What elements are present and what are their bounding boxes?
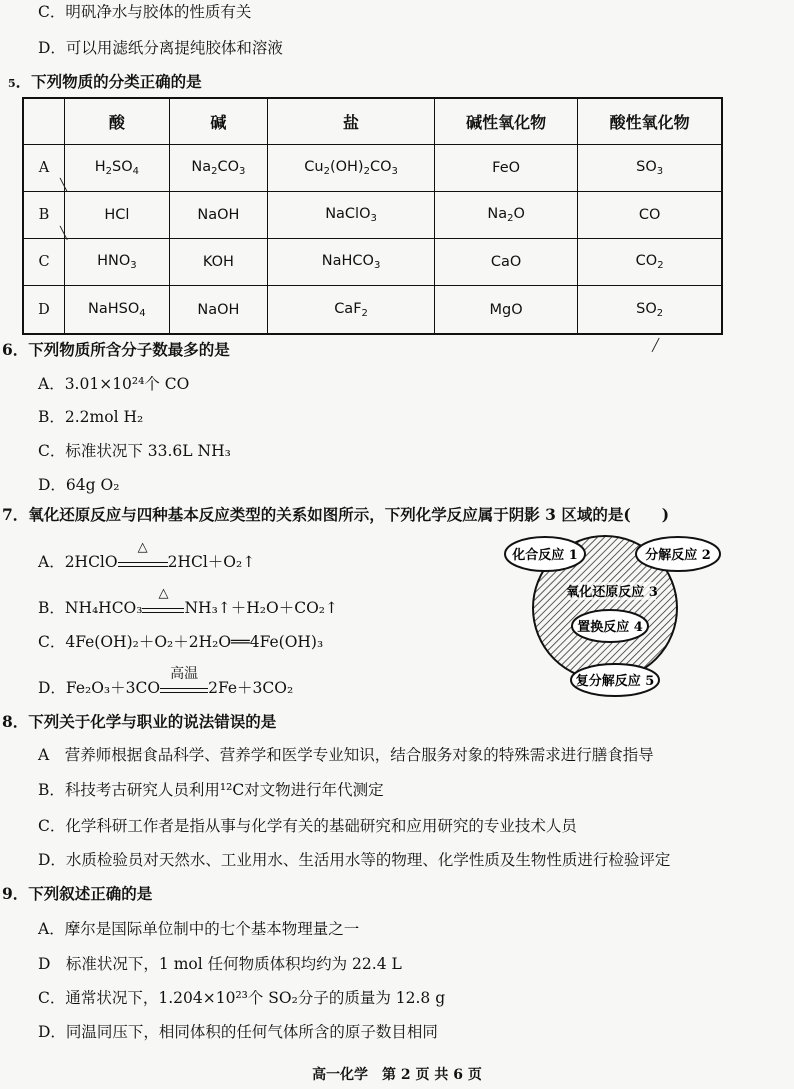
- table-row: [23, 144, 722, 191]
- q9-option-d: D．同温同压下，相同体积的任何气体所含的原子数目相同: [38, 1023, 438, 1041]
- cell-basic-oxide: CaO: [434, 238, 577, 285]
- header-basic-oxide: 碱性氧化物: [434, 98, 577, 144]
- header-acid: 酸: [65, 98, 170, 144]
- cell-salt: $Cu_2(OH)_2CO_3$: [268, 144, 435, 191]
- cell-basic-oxide: $Na_2O$: [434, 191, 577, 238]
- heat-symbol: △: [137, 540, 148, 555]
- q5-number: 5: [8, 77, 16, 90]
- reaction-condition-arrow: [142, 586, 184, 613]
- heat-symbol: △: [158, 586, 169, 601]
- q8-option-d: D．水质检验员对天然水、工业用水、生活用水等的物理、化学性质及生物性质进行检验评定: [38, 851, 671, 869]
- q9-option-c: C．通常状况下，1.204×10²³个 SO₂分子的质量为 12.8 g: [38, 989, 446, 1007]
- label-redox: 氧化还原反应 3: [566, 585, 658, 600]
- table-header-row: [23, 98, 722, 144]
- cell-salt: NaHCO$_3$: [268, 238, 435, 285]
- row-label: D: [23, 286, 65, 334]
- q7-a-reactant: A．2HClO: [38, 553, 118, 571]
- cell-acidic-oxide: $SO_2$: [578, 286, 722, 334]
- q7-option-b: [38, 586, 338, 618]
- table-row: [23, 191, 722, 238]
- cell-basic-oxide: MgO: [434, 286, 577, 334]
- q4-option-d: D．可以用滤纸分离提纯胶体和溶液: [38, 39, 283, 57]
- label-displacement: 置换反应 4: [577, 620, 643, 635]
- cell-salt: CaF$_2$: [268, 286, 435, 334]
- cell-base: $Na_2CO_3$: [169, 144, 267, 191]
- q7-option-a: [38, 540, 256, 572]
- header-acidic-oxide: 酸性氧化物: [578, 98, 722, 144]
- q4-option-c: C．明矾净水与胶体的性质有关: [38, 3, 252, 21]
- q7-d-reactant: D．Fe₂O₃＋3CO: [38, 679, 161, 697]
- row-label: C: [23, 238, 65, 285]
- cell-base: NaOH: [169, 191, 267, 238]
- q6-option-c: C．标准状况下 33.6L NH₃: [38, 442, 231, 460]
- cell-acid: $H_2SO_4$: [65, 144, 170, 191]
- cell-basic-oxide: FeO: [434, 144, 577, 191]
- high-temperature-label: 高温: [170, 666, 199, 682]
- header-salt: 盐: [268, 98, 435, 144]
- cell-acid: NaHSO$_4$: [65, 286, 170, 334]
- q7-option-d: [38, 666, 294, 698]
- table-row: [23, 238, 722, 285]
- q7-b-product: NH₃↑＋H₂O＋CO₂↑: [184, 599, 338, 617]
- q6-option-b: B．2.2mol H₂: [38, 408, 144, 426]
- q9-option-a: A．摩尔是国际单位制中的七个基本物理量之一: [38, 920, 360, 938]
- q8-option-b: B．科技考古研究人员利用¹²C对文物进行年代测定: [38, 781, 384, 799]
- page-footer: 高一化学 第 2 页 共 6 页: [312, 1067, 482, 1083]
- q7-b-reactant: B．NH₄HCO₃: [38, 599, 143, 617]
- label-decomposition: 分解反应 2: [645, 548, 711, 563]
- reaction-types-diagram: [500, 528, 730, 700]
- q5-stem-text: ．下列物质的分类正确的是: [15, 72, 202, 91]
- label-combination: 化合反应 1: [512, 548, 578, 563]
- label-double-displacement: 复分解反应 5: [575, 674, 655, 689]
- q7-option-c: C．4Fe(OH)₂＋O₂＋2H₂O══4Fe(OH)₃: [38, 633, 324, 651]
- pencil-mark: ╲: [60, 178, 68, 192]
- cell-acid: $HNO_3$: [65, 238, 170, 285]
- cell-base: NaOH: [169, 286, 267, 334]
- q7-stem: 7．氧化还原反应与四种基本反应类型的关系如图所示，下列化学反应属于阴影 3 区域的是( ): [2, 505, 670, 524]
- pencil-mark: ╲: [60, 226, 68, 240]
- header-corner: [23, 98, 65, 144]
- q8-stem: 8．下列关于化学与职业的说法错误的是: [2, 712, 277, 731]
- q6-option-a: A．3.01×10²⁴个 CO: [38, 375, 190, 393]
- row-label: A: [23, 144, 65, 191]
- cell-acid: HCl: [65, 191, 170, 238]
- q9-option-b: D 标准状况下，1 mol 任何物质体积均约为 22.4 L: [38, 955, 402, 973]
- pencil-mark: ╱: [652, 338, 660, 352]
- row-label: B: [23, 191, 65, 238]
- cell-acidic-oxide: $CO_2$: [578, 238, 722, 285]
- q9-stem: 9．下列叙述正确的是: [2, 884, 153, 903]
- q6-stem: 6．下列物质所含分子数最多的是: [2, 340, 230, 359]
- cell-salt: NaClO$_3$: [268, 191, 435, 238]
- cell-acidic-oxide: $SO_3$: [578, 144, 722, 191]
- q5-stem: [8, 70, 202, 92]
- reaction-condition-arrow: [160, 666, 208, 693]
- q7-a-product: 2HCl＋O₂↑: [167, 553, 256, 571]
- cell-acidic-oxide: CO: [578, 191, 722, 238]
- q7-d-product: 2Fe＋3CO₂: [208, 679, 294, 697]
- table-row: [23, 286, 722, 334]
- cell-base: KOH: [169, 238, 267, 285]
- q6-option-d: D．64g O₂: [38, 476, 120, 494]
- q8-option-a: A 营养师根据食品科学、营养学和医学专业知识，结合服务对象的特殊需求进行膳食指导: [38, 746, 654, 764]
- header-base: 碱: [169, 98, 267, 144]
- q8-option-c: C．化学科研工作者是指从事与化学有关的基础研究和应用研究的专业技术人员: [38, 817, 577, 835]
- classification-table: [22, 97, 723, 335]
- reaction-condition-arrow: [118, 540, 168, 567]
